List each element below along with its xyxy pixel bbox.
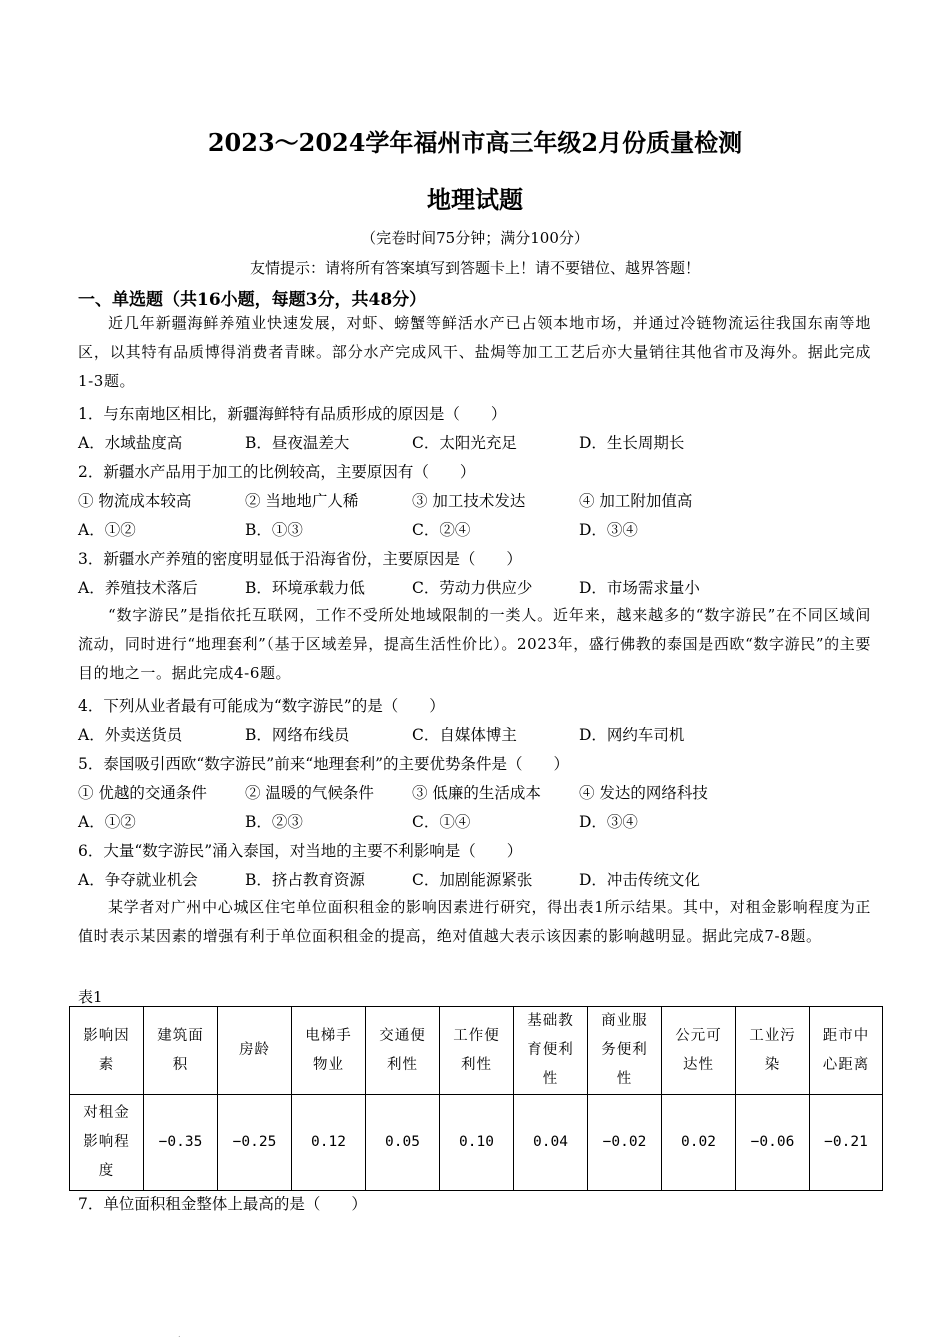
header-cell: 工作便利性	[440, 1007, 514, 1095]
option-b: B．环境承载力低	[245, 579, 365, 597]
option-d: D．③④	[579, 813, 638, 831]
page-mark: .	[178, 1330, 181, 1339]
header-cell: 交通便利性	[366, 1007, 440, 1095]
notice: 友情提示：请将所有答案填写到答题卡上！请不要错位、越界答题！	[249, 259, 700, 277]
header-cell: 影响因素	[70, 1007, 144, 1095]
row-label: 对租金影响程度	[70, 1095, 144, 1191]
question-4: 4．下列从业者最有可能成为“数字游民”的是（ ）	[78, 697, 445, 715]
option-a: A．养殖技术落后	[78, 579, 198, 597]
question-6: 6．大量“数字游民”涌入泰国，对当地的主要不利影响是（ ）	[78, 842, 523, 860]
option-c: C．太阳光充足	[412, 434, 517, 452]
value-cell: 0.10	[440, 1095, 514, 1191]
option-c: C．自媒体博主	[412, 726, 517, 744]
value-cell: −0.02	[588, 1095, 662, 1191]
value-cell: −0.35	[144, 1095, 218, 1191]
option-a: A．水域盐度高	[78, 434, 183, 452]
option-d: D．生长周期长	[579, 434, 685, 452]
option-c: C．①④	[412, 813, 471, 831]
option-c: C．加剧能源紧张	[412, 871, 533, 889]
value-cell: −0.06	[736, 1095, 810, 1191]
question-1: 1．与东南地区相比，新疆海鲜特有品质形成的原因是（ ）	[78, 405, 507, 423]
passage-3: 某学者对广州中心城区住宅单位面积租金的影响因素进行研究，得出表1所示结果。其中，对租金影响程度为正值时表示某因素的增强有利于单位面积租金的提高，绝对值越大表示该因素的影响越明显。据此完成7-8题。	[78, 898, 871, 945]
header-cell: 房龄	[218, 1007, 292, 1095]
question-7: 7．单位面积租金整体上最高的是（ ）	[78, 1195, 367, 1213]
question-2: 2．新疆水产品用于加工的比例较高，主要原因有（ ）	[78, 463, 476, 481]
passage-1: 近几年新疆海鲜养殖业快速发展，对虾、螃蟹等鲜活水产已占领本地市场，并通过冷链物流运往我国东南等地区，以其特有品质博得消费者青睐。部分水产完成风干、盐焗等加工工艺后亦大量销往其他省市及海外。据此完成1-3题。	[78, 314, 871, 390]
header-cell: 公元可达性	[662, 1007, 736, 1095]
question-5: 5．泰国吸引西欧“数字游民”前来“地理套利”的主要优势条件是（ ）	[78, 755, 570, 773]
item-3: ③ 加工技术发达	[412, 492, 526, 510]
subject-title: 地理试题	[427, 185, 523, 214]
item-2: ② 温暖的气候条件	[245, 784, 374, 802]
header-cell: 商业服务便利性	[588, 1007, 662, 1095]
option-b: B．①③	[245, 521, 303, 539]
value-cell: 0.05	[366, 1095, 440, 1191]
rent-factor-table	[69, 1006, 883, 1191]
option-a: A．①②	[78, 813, 136, 831]
time-info: （完卷时间75分钟；满分100分）	[361, 229, 589, 247]
option-b: B．②③	[245, 813, 303, 831]
section-heading: 一、单选题（共16小题，每题3分，共48分）	[78, 290, 427, 310]
passage-2: “数字游民”是指依托互联网，工作不受所处地域限制的一类人。近年来，越来越多的“数字游民”在不同区域间流动，同时进行“地理套利”（基于区域差异，提高生活性价比）。2023年，盛行佛教的泰国是西欧“数字游民”的主要目的地之一。据此完成4-6题。	[78, 606, 871, 682]
option-a: A．①②	[78, 521, 136, 539]
option-b: B．网络布线员	[245, 726, 350, 744]
header-cell: 电梯手物业	[292, 1007, 366, 1095]
header-cell: 基础教育便利性	[514, 1007, 588, 1095]
header-cell: 距市中心距离	[810, 1007, 883, 1095]
item-4: ④ 发达的网络科技	[579, 784, 708, 802]
option-a: A．争夺就业机会	[78, 871, 198, 889]
option-b: B．挤占教育资源	[245, 871, 365, 889]
item-2: ② 当地地广人稀	[245, 492, 359, 510]
value-cell: 0.12	[292, 1095, 366, 1191]
item-4: ④ 加工附加值高	[579, 492, 693, 510]
value-cell: 0.02	[662, 1095, 736, 1191]
value-cell: −0.25	[218, 1095, 292, 1191]
option-c: C．②④	[412, 521, 471, 539]
exam-title: 2023～2024学年福州市高三年级2月份质量检测	[207, 128, 743, 157]
question-3: 3．新疆水产养殖的密度明显低于沿海省份，主要原因是（ ）	[78, 550, 522, 568]
option-d: D．③④	[579, 521, 638, 539]
value-cell: 0.04	[514, 1095, 588, 1191]
item-1: ① 物流成本较高	[78, 492, 192, 510]
table-value-row	[70, 1095, 883, 1191]
header-cell: 工业污染	[736, 1007, 810, 1095]
option-b: B．昼夜温差大	[245, 434, 350, 452]
option-d: D．网约车司机	[579, 726, 685, 744]
option-d: D．市场需求量小	[579, 579, 700, 597]
value-cell: −0.21	[810, 1095, 883, 1191]
option-c: C．劳动力供应少	[412, 579, 533, 597]
option-d: D．冲击传统文化	[579, 871, 700, 889]
table-caption: 表1	[78, 988, 103, 1006]
table-header-row	[70, 1007, 883, 1095]
header-cell: 建筑面积	[144, 1007, 218, 1095]
item-3: ③ 低廉的生活成本	[412, 784, 541, 802]
item-1: ① 优越的交通条件	[78, 784, 207, 802]
option-a: A．外卖送货员	[78, 726, 183, 744]
